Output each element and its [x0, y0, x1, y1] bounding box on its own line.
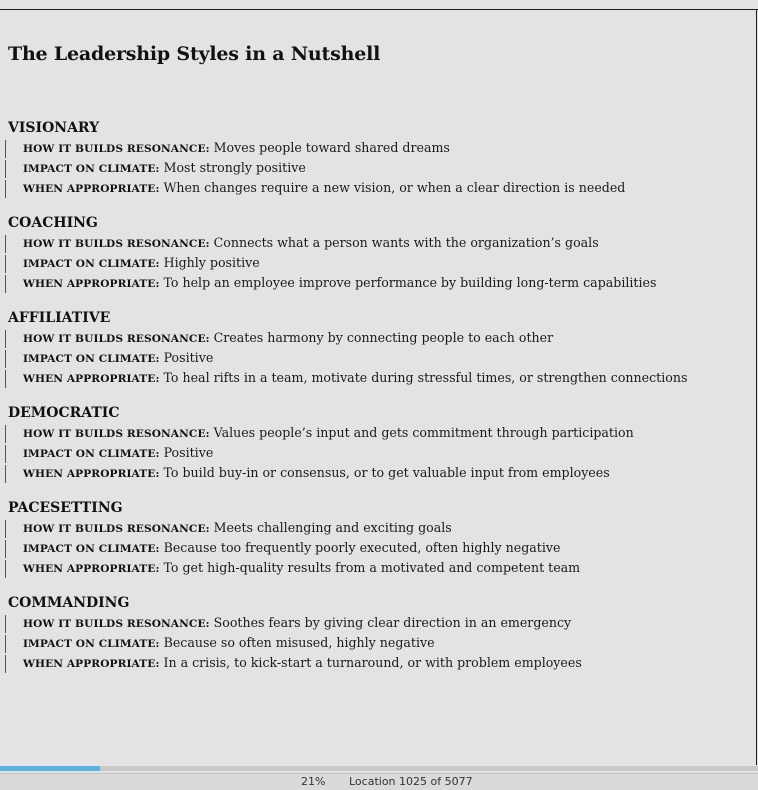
style-row-climate: [8, 633, 753, 653]
status-percent: 21%: [301, 775, 326, 788]
style-row-resonance: [8, 423, 753, 443]
style-section-commanding: [8, 593, 753, 688]
status-bar: [0, 773, 758, 790]
style-heading: VISIONARY: [8, 120, 100, 136]
style-section-affiliative: [8, 308, 753, 403]
row-label: IMPACT ON CLIMATE:: [23, 448, 160, 460]
page-right-border: [756, 9, 757, 765]
style-section-visionary: [8, 118, 753, 213]
row-label: HOW IT BUILDS RESONANCE:: [23, 333, 210, 345]
row-value: Creates harmony by connecting people to each other: [209, 330, 554, 345]
row-label: HOW IT BUILDS RESONANCE:: [23, 143, 210, 155]
row-value: Because so often misused, highly negative: [159, 635, 435, 650]
row-value: To get high-quality results from a motivated and competent team: [159, 560, 581, 575]
style-heading: DEMOCRATIC: [8, 405, 120, 421]
style-row-climate: [8, 443, 753, 463]
row-label: WHEN APPROPRIATE:: [23, 373, 160, 385]
page-title: The Leadership Styles in a Nutshell: [8, 43, 381, 65]
style-row-when: [8, 463, 753, 483]
style-row-resonance: [8, 613, 753, 633]
row-label: IMPACT ON CLIMATE:: [23, 258, 160, 270]
row-value: Meets challenging and exciting goals: [209, 520, 452, 535]
style-section-democratic: [8, 403, 753, 498]
style-heading: COMMANDING: [8, 595, 130, 611]
style-heading: PACESETTING: [8, 500, 123, 516]
row-label: IMPACT ON CLIMATE:: [23, 353, 160, 365]
style-heading: AFFILIATIVE: [8, 310, 111, 326]
row-value: Connects what a person wants with the organization’s goals: [209, 235, 599, 250]
row-value: Most strongly positive: [159, 160, 306, 175]
row-value: Moves people toward shared dreams: [209, 140, 450, 155]
style-section-coaching: [8, 213, 753, 308]
row-label: IMPACT ON CLIMATE:: [23, 163, 160, 175]
style-row-when: [8, 273, 753, 293]
book-page[interactable]: [8, 10, 753, 765]
row-label: HOW IT BUILDS RESONANCE:: [23, 428, 210, 440]
row-label: WHEN APPROPRIATE:: [23, 563, 160, 575]
reading-progress-bar[interactable]: [0, 766, 758, 771]
row-value: Positive: [159, 445, 214, 460]
style-row-when: [8, 368, 753, 388]
row-value: In a crisis, to kick-start a turnaround, or with problem employees: [159, 655, 582, 670]
row-value: When changes require a new vision, or when a clear direction is needed: [159, 180, 626, 195]
style-heading: COACHING: [8, 215, 98, 231]
row-value: To heal rifts in a team, motivate during stressful times, or strengthen connections: [159, 370, 688, 385]
row-label: WHEN APPROPRIATE:: [23, 278, 160, 290]
style-row-resonance: [8, 518, 753, 538]
row-value: Soothes fears by giving clear direction in an emergency: [209, 615, 572, 630]
row-value: To help an employee improve performance by building long-term capabilities: [159, 275, 657, 290]
row-label: WHEN APPROPRIATE:: [23, 468, 160, 480]
style-row-resonance: [8, 328, 753, 348]
row-label: IMPACT ON CLIMATE:: [23, 543, 160, 555]
row-label: HOW IT BUILDS RESONANCE:: [23, 523, 210, 535]
reading-progress-fill: [0, 766, 100, 771]
status-location: Location 1025 of 5077: [349, 775, 473, 788]
row-value: Because too frequently poorly executed, often highly negative: [159, 540, 561, 555]
style-row-climate: [8, 348, 753, 368]
row-label: IMPACT ON CLIMATE:: [23, 638, 160, 650]
style-row-climate: [8, 158, 753, 178]
row-value: Highly positive: [159, 255, 260, 270]
row-value: Values people’s input and gets commitment through participation: [209, 425, 634, 440]
style-row-resonance: [8, 233, 753, 253]
row-label: HOW IT BUILDS RESONANCE:: [23, 618, 210, 630]
row-label: WHEN APPROPRIATE:: [23, 658, 160, 670]
leadership-styles-list: [8, 118, 753, 688]
style-section-pacesetting: [8, 498, 753, 593]
row-value: To build buy-in or consensus, or to get valuable input from employees: [159, 465, 610, 480]
style-row-climate: [8, 538, 753, 558]
style-row-when: [8, 558, 753, 578]
row-label: WHEN APPROPRIATE:: [23, 183, 160, 195]
row-label: HOW IT BUILDS RESONANCE:: [23, 238, 210, 250]
style-row-resonance: [8, 138, 753, 158]
row-value: Positive: [159, 350, 214, 365]
style-row-climate: [8, 253, 753, 273]
style-row-when: [8, 178, 753, 198]
style-row-when: [8, 653, 753, 673]
